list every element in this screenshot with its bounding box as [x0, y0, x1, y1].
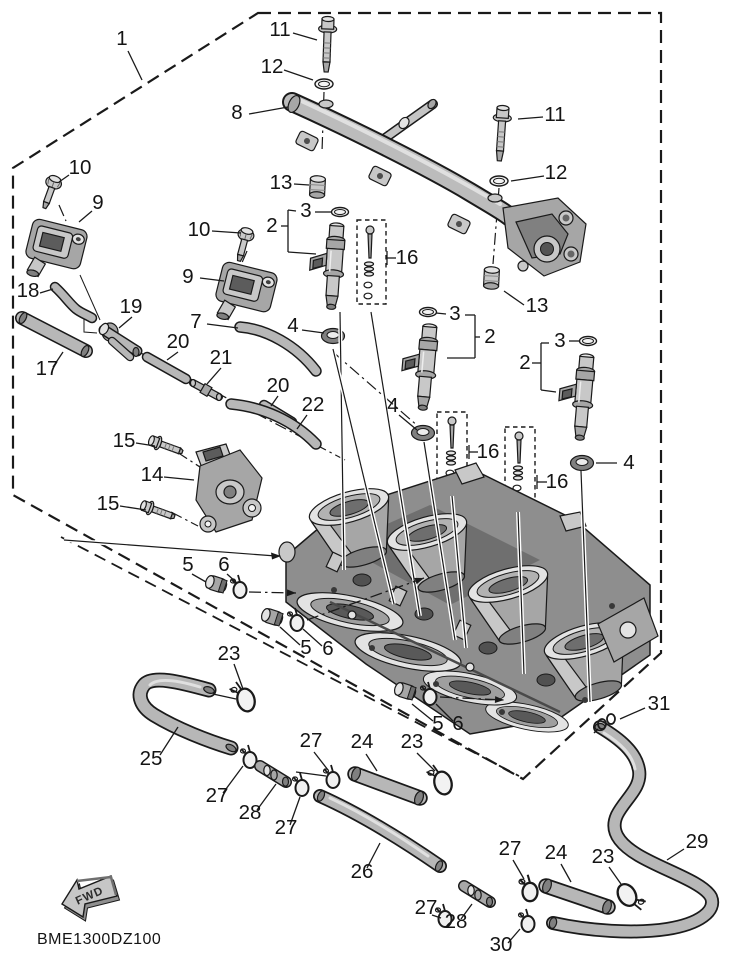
callout-6: 6 — [452, 712, 464, 735]
callout-24: 24 — [544, 841, 568, 864]
leader-line — [271, 396, 278, 406]
callout-16: 16 — [395, 246, 419, 269]
spacer-13-upper — [309, 175, 325, 198]
callout-7: 7 — [190, 310, 202, 333]
callout-4: 4 — [387, 394, 399, 417]
callout-16: 16 — [545, 470, 569, 493]
leader-line — [518, 117, 543, 119]
leader-line — [288, 252, 316, 254]
fwd-arrow — [62, 876, 120, 921]
clamp-23-second — [425, 761, 454, 797]
washer-12-right — [490, 176, 508, 186]
callout-12: 12 — [260, 55, 284, 78]
callout-5: 5 — [182, 553, 194, 576]
sensor-14-drawing — [196, 444, 262, 532]
callout-3: 3 — [449, 302, 461, 325]
callout-23: 23 — [591, 845, 615, 868]
cap-5-first — [204, 574, 228, 594]
leader-line — [436, 313, 446, 314]
bolt-11-left — [317, 16, 337, 72]
callout-31: 31 — [647, 692, 671, 715]
injector-2-first — [307, 221, 347, 310]
leader-line — [366, 754, 377, 771]
callout-6: 6 — [322, 637, 334, 660]
callout-11: 11 — [544, 103, 566, 126]
hose-7 — [240, 327, 316, 371]
sensor-9-left — [20, 218, 88, 287]
leader-line — [167, 352, 178, 360]
callout-2: 2 — [484, 325, 496, 348]
fwd-label: FWD — [74, 884, 106, 908]
bolt-10-mid — [231, 226, 255, 263]
callout-23: 23 — [217, 642, 241, 665]
kit-16-first — [357, 220, 386, 304]
callout-21: 21 — [209, 346, 233, 369]
callout-13: 13 — [525, 294, 549, 317]
clamp-27-d — [519, 875, 537, 901]
callout-14: 14 — [140, 463, 164, 486]
callout-5: 5 — [300, 636, 312, 659]
callout-16: 16 — [476, 440, 500, 463]
callout-10: 10 — [68, 156, 92, 179]
leader-line — [288, 210, 296, 211]
part-code: BME1300DZ100 — [37, 931, 162, 948]
callout-11: 11 — [269, 18, 291, 41]
leader-line — [284, 70, 313, 80]
leader-line — [314, 752, 328, 770]
leader-line — [504, 291, 524, 305]
leader-line — [511, 176, 544, 181]
callout-4: 4 — [287, 314, 299, 337]
seal-4-third — [571, 456, 594, 471]
callout-9: 9 — [92, 191, 104, 214]
joint-19 — [98, 322, 139, 357]
leader-line — [293, 33, 317, 40]
callout-27: 27 — [498, 837, 522, 860]
bolt-15-lower — [139, 498, 177, 523]
leader-line — [79, 211, 92, 222]
callout-3: 3 — [300, 199, 312, 222]
callout-17: 17 — [35, 357, 59, 380]
callout-2: 2 — [519, 351, 531, 374]
o-ring-3-second — [420, 308, 437, 317]
callout-28: 28 — [444, 910, 468, 933]
leader-line — [119, 317, 132, 328]
clamp-30 — [519, 909, 535, 932]
callout-27: 27 — [299, 729, 323, 752]
pressure-regulator-bracket — [503, 198, 586, 276]
callout-26: 26 — [350, 860, 374, 883]
joint-28-second — [464, 886, 493, 907]
leader-line — [620, 708, 645, 719]
callout-13: 13 — [269, 171, 293, 194]
o-ring-3-third — [580, 337, 597, 346]
callout-30: 30 — [489, 933, 513, 956]
sensor-9-mid — [210, 261, 278, 330]
leader-line — [207, 368, 221, 384]
leader-line — [302, 330, 324, 333]
joint-21 — [191, 380, 222, 401]
washer-12-left — [315, 79, 333, 89]
callout-18: 18 — [16, 279, 40, 302]
leader-line — [609, 867, 621, 884]
callout-4: 4 — [623, 451, 635, 474]
callout-15: 15 — [112, 429, 136, 452]
cap-5-second — [260, 607, 284, 627]
callout-29: 29 — [685, 830, 709, 853]
leader-line — [213, 694, 236, 699]
callout-12: 12 — [544, 161, 568, 184]
callout-9: 9 — [182, 265, 194, 288]
leader-line — [667, 849, 684, 860]
callout-3: 3 — [554, 329, 566, 352]
callout-6: 6 — [218, 553, 230, 576]
leader-line — [249, 107, 288, 114]
callout-2: 2 — [266, 214, 278, 237]
callout-22: 22 — [301, 393, 325, 416]
throttle-body-assembly-drawing — [279, 463, 658, 738]
callout-28: 28 — [238, 801, 262, 824]
clamp-27-b — [293, 773, 309, 796]
leader-line — [192, 574, 206, 582]
spacer-13-lower — [483, 266, 499, 289]
callout-20: 20 — [266, 374, 290, 397]
callout-8: 8 — [231, 101, 243, 124]
callout-23: 23 — [400, 730, 424, 753]
callout-27: 27 — [274, 816, 298, 839]
callout-27: 27 — [205, 784, 229, 807]
leader-line — [513, 860, 524, 879]
callout-10: 10 — [187, 218, 211, 241]
clamp-27-a — [241, 745, 257, 768]
callout-27: 27 — [414, 896, 438, 919]
clamp-23-third — [614, 879, 648, 917]
leader-line — [561, 864, 571, 882]
clamp-23-first — [228, 678, 257, 714]
leader-line — [128, 51, 142, 80]
callout-20: 20 — [166, 330, 190, 353]
callout-15: 15 — [96, 492, 120, 515]
leader-line — [294, 184, 309, 185]
callout-1: 1 — [116, 27, 128, 50]
leader-line — [207, 324, 238, 328]
injector-2-third — [556, 352, 597, 441]
leader-line — [541, 390, 556, 392]
callout-25: 25 — [139, 747, 163, 770]
callout-5: 5 — [432, 712, 444, 735]
leader-line — [164, 477, 194, 480]
joint-28-first — [260, 766, 289, 787]
injector-2-second — [399, 322, 440, 411]
bolt-11-right — [490, 105, 512, 162]
callout-24: 24 — [350, 730, 374, 753]
callout-19: 19 — [119, 295, 143, 318]
o-ring-3-first — [332, 208, 349, 217]
leader-line — [40, 289, 53, 293]
leader-line — [212, 231, 241, 233]
leader-line — [417, 753, 435, 771]
